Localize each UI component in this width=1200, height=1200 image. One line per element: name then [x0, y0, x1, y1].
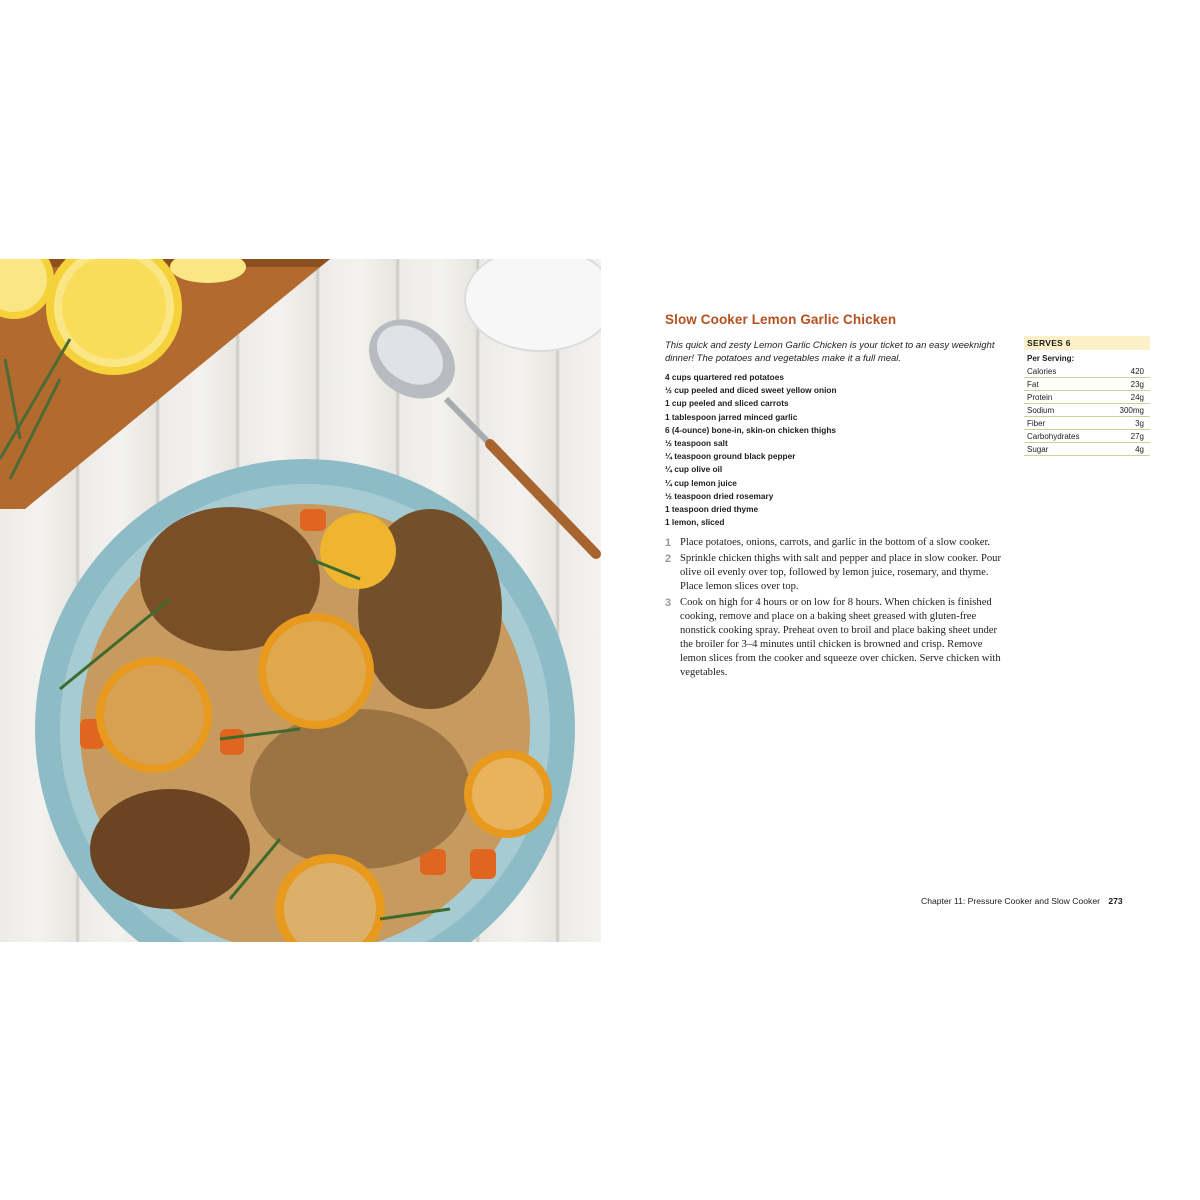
ingredient-item: 4 cups quartered red potatoes	[665, 372, 784, 382]
nutrition-row	[1024, 378, 1150, 391]
ingredient-item: ¼ teaspoon ground black pepper	[665, 451, 796, 462]
nutrient-label: Carbohydrates	[1027, 432, 1080, 441]
ingredient-item: ½ teaspoon salt	[665, 438, 728, 449]
step-item	[665, 596, 1005, 680]
nutrition-row	[1024, 365, 1150, 378]
nutrition-row	[1024, 430, 1150, 443]
per-serving-label: Per Serving:	[1027, 354, 1075, 363]
step-text: Cook on high for 4 hours or on low for 8 hours. When chicken is finished cooking, remove and place on a baking sheet greased with gluten-free nonstick cooking spray. Preheat oven to broil and place baking sheet under the broiler for 3–4 minutes until chicken is browned and crisp. Remove lemon slices from the cooker and squeeze over chicken. Serve chicken with vegetables.	[680, 597, 1001, 678]
nutrient-value: 420	[1130, 367, 1144, 376]
ingredient-item: 1 tablespoon jarred minced garlic	[665, 411, 798, 422]
white-plate	[465, 259, 601, 351]
step-number: 1	[665, 537, 672, 549]
nutrient-value: 23g	[1130, 380, 1144, 389]
nutrition-box	[1024, 336, 1150, 456]
ingredient-item: 1 lemon, sliced	[665, 517, 725, 528]
lemon-chicken-illustration	[0, 259, 601, 942]
step-number: 3	[665, 597, 672, 609]
serves-label: SERVES 6	[1024, 336, 1150, 350]
nutrient-label: Fiber	[1027, 419, 1046, 428]
nutrition-row	[1024, 417, 1150, 430]
nutrient-value: 300mg	[1119, 406, 1144, 415]
ingredient-item: ¼ cup lemon juice	[665, 477, 737, 488]
nutrition-row	[1024, 443, 1150, 456]
nutrient-value: 3g	[1135, 419, 1144, 428]
nutrient-label: Calories	[1027, 367, 1057, 376]
nutrient-label: Sugar	[1027, 445, 1049, 454]
page-footer	[921, 896, 1123, 906]
nutrition-row	[1024, 404, 1150, 417]
ingredient-item: 6 (4-ounce) bone-in, skin-on chicken thighs	[665, 424, 837, 435]
nutrient-value: 4g	[1135, 445, 1144, 454]
ingredient-list	[665, 371, 837, 529]
step-item	[665, 536, 1005, 550]
nutrition-row	[1024, 391, 1150, 404]
page-number: 273	[1108, 896, 1123, 906]
recipe-title: Slow Cooker Lemon Garlic Chicken	[665, 312, 897, 327]
step-text: Sprinkle chicken thighs with salt and pepper and place in slow cooker. Pour olive oil evenly over top, followed by lemon juice, rosemary, and thyme. Place lemon slices over top.	[680, 553, 1001, 592]
recipe-photo	[0, 259, 601, 942]
nutrient-label: Fat	[1027, 380, 1039, 389]
ingredient-item: 1 teaspoon dried thyme	[665, 504, 759, 515]
chapter-title: Chapter 11: Pressure Cooker and Slow Cooker	[921, 896, 1100, 906]
recipe-intro: This quick and zesty Lemon Garlic Chicken is your ticket to an easy weeknight dinner! The potatoes and vegetables make it a full meal.	[665, 340, 995, 364]
step-number: 2	[665, 553, 672, 565]
nutrient-label: Sodium	[1027, 406, 1055, 415]
nutrient-value: 27g	[1130, 432, 1144, 441]
nutrient-label: Protein	[1027, 393, 1053, 402]
step-text: Place potatoes, onions, carrots, and garlic in the bottom of a slow cooker.	[680, 537, 991, 548]
step-item	[665, 552, 1005, 594]
ingredient-item: 1 cup peeled and sliced carrots	[665, 398, 789, 409]
nutrient-value: 24g	[1130, 393, 1144, 402]
ingredient-item: ½ teaspoon dried rosemary	[665, 490, 774, 501]
instruction-steps	[665, 536, 1005, 682]
ingredient-item: ½ cup peeled and diced sweet yellow onion	[665, 385, 837, 396]
ingredient-item: ¼ cup olive oil	[665, 464, 723, 475]
